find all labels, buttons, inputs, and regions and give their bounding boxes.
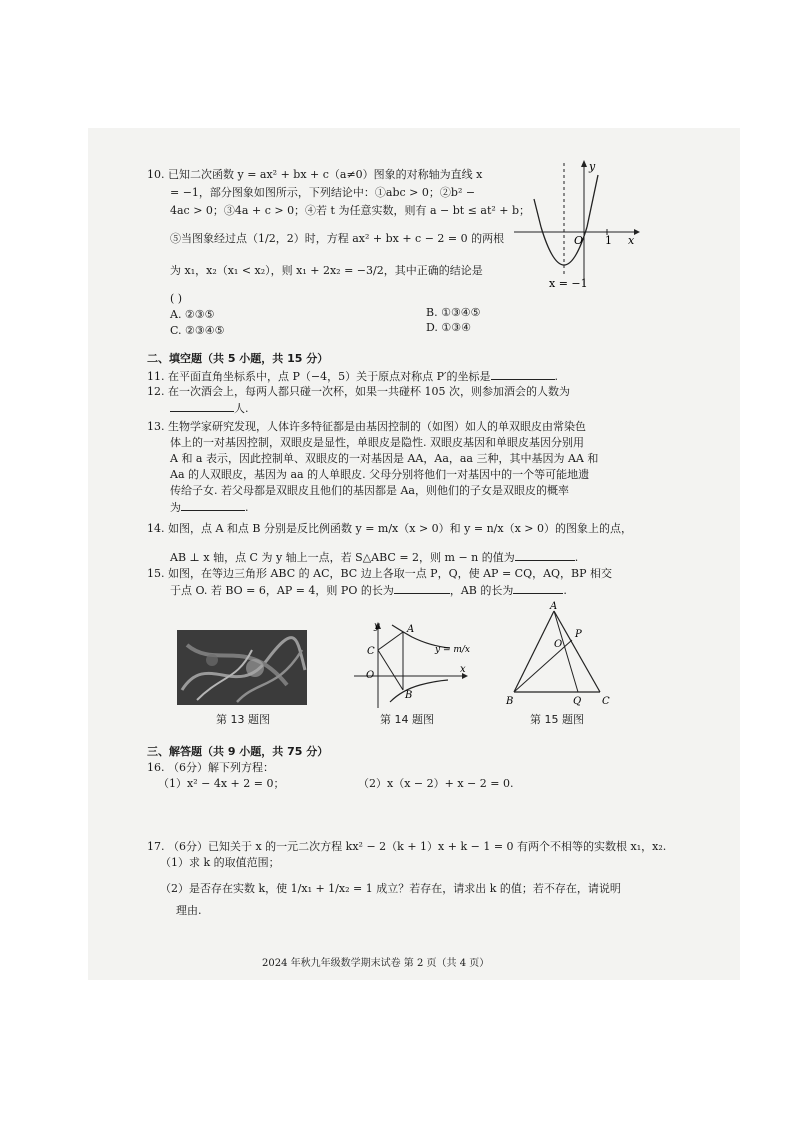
q12-line1: 12. 在一次酒会上，每两人都只碰一次杯，如果一共碰杯 105 次，则参加酒会的人数为 — [147, 385, 570, 398]
q13-line5: 传给子女. 若父母都是双眼皮且他们的基因都是 Aa，则他们的子女是双眼皮的概率 — [170, 484, 569, 497]
q14-point-c: C — [367, 646, 375, 657]
q11-text: 11. 在平面直角坐标系中，点 P（−4，5）关于原点对称点 P′的坐标是 . — [147, 370, 558, 383]
q10-y-label: y — [589, 160, 596, 173]
q10-origin-label: O — [574, 234, 584, 247]
q15-point-c: C — [602, 696, 610, 707]
q14-origin-label: O — [366, 670, 375, 681]
q14-x-label: x — [460, 664, 466, 675]
q10-y-arrow-icon — [581, 160, 587, 167]
q15-point-q: Q — [573, 696, 582, 707]
q17-part2-cont: 理由. — [176, 904, 202, 917]
q10-option-a: A. ②③⑤ — [170, 308, 215, 321]
q10-parabola-left-arm — [534, 199, 541, 227]
q15-point-b: B — [506, 696, 514, 707]
q11-answer-blank — [491, 369, 555, 380]
q10-line5: 为 x₁，x₂（x₁ < x₂），则 x₁ + 2x₂ = −3/2，其中正确的结论是 — [170, 264, 483, 277]
q10-option-b: B. ①③④⑤ — [426, 306, 481, 319]
q10-parabola-figure — [512, 155, 642, 290]
q14-figure-caption: 第 14 题图 — [380, 713, 434, 726]
q10-line4: ⑤当图象经过点（1/2，2）时，方程 ax² + bx + c − 2 = 0 的两根 — [170, 232, 505, 245]
q17-part2: （2）是否存在实数 k，使 1/x₁ + 1/x₂ = 1 成立？若存在，请求出 k 的值；若不存在，请说明 — [160, 882, 621, 895]
q14-figure — [350, 620, 475, 710]
q16-part1: （1）x² − 4x + 2 = 0； — [158, 777, 285, 790]
page-footer: 2024 年秋九年级数学期末试卷 第 2 页（共 4 页） — [262, 958, 490, 969]
q17-title: 17. （6分）已知关于 x 的一元二次方程 kx² − 2（k + 1）x + k − 1 = 0 有两个不相等的实数根 x₁，x₂. — [147, 840, 667, 853]
q14-point-a: A — [407, 624, 415, 635]
section-2-heading: 二、填空题（共 5 小题，共 15 分） — [147, 352, 329, 365]
q10-paren: ( ) — [170, 292, 183, 305]
q15-line2: 于点 O. 若 BO = 6，AP = 4，则 PO 的长为 ，AB 的长为 . — [170, 584, 567, 597]
q15-side-ab — [514, 611, 554, 692]
q13-line2: 体上的一对基因控制，双眼皮是显性，单眼皮是隐性. 双眼皮基因和单眼皮基因分别用 — [170, 436, 584, 449]
q13-figure-caption: 第 13 题图 — [216, 713, 270, 726]
q12-line2: 人. — [170, 401, 249, 416]
q15-point-o: O — [554, 639, 563, 650]
q14-segment-cb — [378, 650, 403, 690]
q14-point-b: B — [405, 690, 413, 701]
q10-x-label: x — [628, 234, 635, 247]
q10-one-label: 1 — [605, 234, 612, 247]
q16-part2: （2）x（x − 2）+ x − 2 = 0. — [358, 777, 514, 790]
q15-segment-aq — [554, 611, 578, 692]
q13-line4: Aa 的人双眼皮，基因为 aa 的人单眼皮. 父母分别将他们一对基因中的一个等可能地遗 — [170, 468, 590, 481]
q13-answer-blank — [181, 500, 245, 511]
q10-parabola-right-arm — [587, 175, 598, 227]
q15-side-ac — [554, 611, 600, 692]
q14-segment-ca — [378, 632, 403, 650]
q16-title: 16. （6分）解下列方程： — [147, 761, 274, 774]
q10-option-c: C. ②③④⑤ — [170, 324, 225, 337]
q15-figure-caption: 第 15 题图 — [530, 713, 584, 726]
q13-photo — [177, 630, 307, 705]
q13-line3: A 和 a 表示，因此控制单、双眼皮的一对基因是 AA，Aa，aa 三种，其中基因为 AA 和 — [170, 452, 599, 465]
q14-line2: AB ⊥ x 轴，点 C 为 y 轴上一点，若 S△ABC = 2，则 m − n 的值为 . — [170, 551, 579, 564]
section-3-heading: 三、解答题（共 9 小题，共 75 分） — [147, 745, 329, 758]
q10-line2: = −1，部分图象如图所示，下列结论中：①abc > 0；②b² − — [170, 186, 476, 199]
q14-line1: 14. 如图，点 A 和点 B 分别是反比例函数 y = m/x（x > 0）和 y = n/x（x > 0）的图象上的点， — [147, 522, 633, 535]
q15-point-a: A — [550, 601, 558, 612]
q14-y-label: y — [374, 621, 380, 632]
q13-line1: 13. 生物学家研究发现，人体许多特征都是由基因控制的（如图）如人的单双眼皮由常染色 — [147, 420, 586, 433]
q10-x-arrow-icon — [634, 229, 640, 235]
q15-blank-ab — [513, 583, 563, 594]
q14-function-label: y = m/x — [435, 645, 470, 655]
q15-figure — [500, 597, 620, 709]
q14-answer-blank — [515, 550, 575, 561]
q10-line3: 4ac > 0；③4a + c > 0；④若 t 为任意实数，则有 a − bt ≤ at² + b； — [170, 204, 531, 217]
q10-line1: 10. 已知二次函数 y = ax² + bx + c（a≠0）图象的对称轴为直线 x — [147, 168, 483, 181]
q13-photo-texture — [177, 630, 307, 705]
q10-axis-label: x = −1 — [549, 277, 588, 290]
q10-option-d: D. ①③④ — [426, 321, 472, 334]
q15-point-p: P — [575, 629, 582, 640]
q15-segment-bp — [514, 640, 572, 692]
q12-answer-blank — [170, 401, 234, 412]
q15-line1: 15. 如图，在等边三角形 ABC 的 AC，BC 边上各取一点 P，Q，使 AP = CQ，AQ，BP 相交 — [147, 567, 613, 580]
q17-part1: （1）求 k 的取值范围； — [160, 856, 280, 869]
q13-line6: 为 . — [170, 501, 249, 514]
q15-blank-po — [394, 583, 450, 594]
